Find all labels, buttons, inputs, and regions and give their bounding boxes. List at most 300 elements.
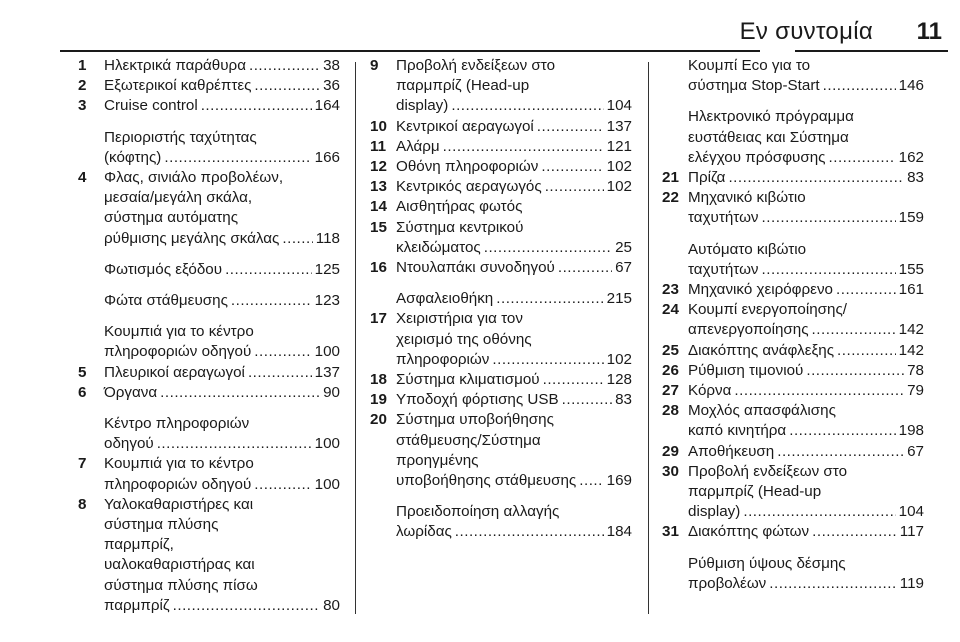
entry-body (396, 56, 632, 117)
entry-label-line: Αισθητήρας φωτός (396, 198, 523, 216)
entry-last-line (396, 157, 632, 177)
entry-label-line: Διακόπτης ανάφλεξης (688, 341, 835, 359)
entry-number: 2 (78, 77, 87, 95)
dot-leader (225, 260, 312, 280)
entry-last-line (396, 96, 632, 116)
entry-body (688, 56, 924, 96)
entry-last-line (104, 229, 340, 249)
entry-number: 26 (662, 361, 679, 379)
entry-body (688, 300, 924, 340)
legend-entry (370, 157, 632, 177)
dot-leader (282, 229, 312, 249)
entry-last-line (104, 148, 340, 168)
page-reference: 102 (606, 350, 632, 368)
entry-label-line: ρύθμισης μεγάλης σκάλας (104, 229, 280, 247)
legend-entry (662, 401, 924, 441)
entry-label-line: Ασφαλειοθήκη (396, 290, 494, 308)
page-reference: 25 (615, 238, 632, 256)
entry-number: 19 (370, 391, 387, 409)
entry-body (396, 177, 632, 197)
legend-entry (662, 188, 924, 228)
entry-body (688, 554, 924, 594)
entry-label-line: κλειδώματος (396, 238, 481, 256)
header-rule-end (795, 50, 948, 52)
entry-last-line (104, 260, 340, 280)
entry-last-line (688, 421, 924, 441)
dot-leader (562, 390, 612, 410)
legend-entry (370, 390, 632, 410)
entry-label-line: ταχυτήτων (688, 260, 759, 278)
page-reference: 137 (606, 117, 632, 135)
page-reference: 117 (899, 523, 924, 541)
dot-leader (734, 381, 904, 401)
entry-number: 7 (78, 455, 87, 473)
entry-last-line (104, 434, 340, 454)
entry-number: 31 (662, 523, 679, 541)
entry-last-line (104, 291, 340, 311)
entry-label-line: Ηλεκτρονικό πρόγραμμα (688, 108, 854, 126)
dot-leader (789, 421, 895, 441)
entry-last-line (688, 522, 924, 542)
page-reference: 169 (606, 472, 632, 490)
dot-leader (829, 148, 896, 168)
entry-last-line (104, 596, 340, 616)
legend-entry (662, 442, 924, 462)
legend-entry (78, 495, 340, 616)
entry-body (396, 157, 632, 177)
entry-label-line: Κουμπιά για το κέντρο (104, 323, 254, 341)
entry-body (396, 258, 632, 278)
entry-body (396, 309, 632, 370)
entry-body (688, 280, 924, 300)
entry-label-line: Μηχανικό κιβώτιο (688, 189, 806, 207)
entry-last-line (104, 342, 340, 362)
entry-number: 10 (370, 117, 387, 135)
entry-number: 14 (370, 198, 387, 216)
page-reference: 166 (314, 148, 340, 166)
legend-column-2 (370, 56, 632, 543)
legend-entry (370, 258, 632, 278)
entry-body (396, 370, 632, 390)
page-reference: 78 (907, 361, 924, 379)
entry-last-line (688, 148, 924, 168)
entry-label-line: Πρίζα (688, 169, 726, 187)
legend-entry (662, 240, 924, 280)
dot-leader (812, 320, 896, 340)
dot-leader (762, 260, 896, 280)
page-reference: 128 (606, 371, 632, 389)
dot-leader (728, 168, 904, 188)
page-reference: 118 (315, 229, 340, 247)
entry-label-line: σύστημα Stop-Start (688, 77, 820, 95)
entry-label-line: Σύστημα υποβοήθησης (396, 411, 554, 429)
legend-entry (370, 197, 632, 217)
dot-leader (254, 76, 320, 96)
entry-label-line: Ρύθμιση ύψους δέσμης (688, 554, 846, 572)
legend-entry (78, 56, 340, 76)
entry-body (688, 401, 924, 441)
legend-entry (78, 96, 340, 116)
entry-label-line: Σύστημα κεντρικού (396, 218, 524, 236)
column-divider (648, 62, 649, 614)
dot-leader (455, 522, 604, 542)
entry-number: 8 (78, 495, 87, 513)
entry-label-line: Αποθήκευση (688, 442, 775, 460)
entry-label-line: Πλευρικοί αεραγωγοί (104, 363, 245, 381)
legend-entry (370, 289, 632, 309)
page-reference: 164 (314, 97, 340, 115)
entry-body (104, 495, 340, 616)
page-reference: 142 (898, 341, 924, 359)
entry-last-line (396, 370, 632, 390)
page-reference: 100 (314, 475, 340, 493)
entry-label-line: Περιοριστής ταχύτητας (104, 128, 257, 146)
legend-entry (662, 462, 924, 523)
entry-last-line (396, 289, 632, 309)
page-reference: 184 (606, 523, 632, 541)
dot-leader (496, 289, 603, 309)
entry-label-line: Φλας, σινιάλο προβολέων, (104, 169, 284, 187)
entry-label-line: Διακόπτης φώτων (688, 523, 810, 541)
entry-last-line (396, 197, 632, 217)
section-title: Εν συντομία (739, 18, 873, 45)
entry-number: 29 (662, 442, 679, 460)
dot-leader (160, 383, 320, 403)
entry-number: 27 (662, 382, 679, 400)
page-reference: 79 (907, 382, 924, 400)
entry-last-line (396, 137, 632, 157)
legend-entry (370, 218, 632, 258)
entry-last-line (688, 574, 924, 594)
entry-label-line: υποβοήθησης στάθμευσης (396, 472, 577, 490)
entry-label-line: Υαλοκαθαριστήρες και (104, 495, 254, 513)
entry-number: 11 (370, 137, 387, 155)
dot-leader (543, 370, 604, 390)
entry-body (396, 197, 632, 217)
entry-label-line: Μηχανικό χειρόφρενο (688, 281, 833, 299)
entry-last-line (396, 390, 632, 410)
entry-label-line: Οθόνη πληροφοριών (396, 158, 539, 176)
entry-last-line (688, 168, 924, 188)
entry-label-line: στάθμευσης/Σύστημα (396, 431, 541, 449)
page-reference: 159 (898, 209, 924, 227)
entry-last-line (688, 208, 924, 228)
dot-leader (812, 522, 897, 542)
legend-entry (662, 381, 924, 401)
header-rule (60, 50, 760, 52)
legend-entry (78, 168, 340, 249)
page-reference: 155 (898, 260, 924, 278)
legend-entry (662, 361, 924, 381)
entry-label-line: Κέντρο πληροφοριών (104, 415, 250, 433)
entry-label-line: παρμπρίζ (Head-up (396, 77, 530, 95)
entry-last-line (104, 475, 340, 495)
entry-last-line (396, 258, 632, 278)
entry-label-line: Προβολή ενδείξεων στο (396, 57, 556, 74)
entry-label-line: σύστημα αυτόματης (104, 209, 239, 227)
entry-label-line: (κόφτης) (104, 148, 162, 166)
entry-label-line: σύστημα πλύσης (104, 516, 219, 534)
entry-last-line (104, 96, 340, 116)
page-reference: 38 (323, 57, 340, 74)
page-reference: 100 (314, 343, 340, 361)
page-reference: 142 (898, 321, 924, 339)
dot-leader (157, 434, 312, 454)
legend-entry (78, 260, 340, 280)
entry-number: 21 (662, 169, 679, 187)
dot-leader (836, 280, 896, 300)
dot-leader (545, 177, 604, 197)
entry-label-line: Προβολή ενδείξεων στο (688, 462, 848, 480)
dot-leader (806, 361, 904, 381)
dot-leader (254, 342, 311, 362)
entry-last-line (688, 502, 924, 522)
page-reference: 83 (615, 391, 632, 409)
entry-label-line: Κουμπιά για το κέντρο (104, 455, 254, 473)
page-reference: 67 (615, 259, 632, 277)
entry-last-line (688, 442, 924, 462)
page-reference: 215 (606, 290, 632, 308)
dot-leader (164, 148, 311, 168)
entry-number: 24 (662, 301, 679, 319)
dot-leader (451, 96, 603, 116)
dot-leader (558, 258, 612, 278)
entry-body (104, 322, 340, 362)
legend-entry (370, 370, 632, 390)
entry-body (104, 96, 340, 116)
entry-body (688, 462, 924, 523)
page-reference: 123 (314, 292, 340, 310)
entry-label-line: Χειριστήρια για τον (396, 310, 523, 328)
dot-leader (249, 56, 320, 76)
entry-label-line: υαλοκαθαριστήρας και (104, 556, 255, 574)
entry-label-line: Cruise control (104, 97, 198, 115)
entry-last-line (396, 471, 632, 491)
entry-label-line: προβολέων (688, 574, 767, 592)
entry-body (396, 137, 632, 157)
entry-label-line: Κεντρικοί αεραγωγοί (396, 117, 534, 135)
entry-number: 1 (78, 57, 87, 74)
entry-last-line (104, 76, 340, 96)
legend-entry (662, 56, 924, 96)
entry-number: 28 (662, 402, 679, 420)
dot-leader (777, 442, 904, 462)
entry-last-line (396, 238, 632, 258)
legend-entry (370, 137, 632, 157)
page-number: 11 (916, 18, 942, 45)
entry-label-line: Ηλεκτρικά παράθυρα (104, 57, 246, 74)
entry-label-line: Κουμπί Eco για το (688, 57, 811, 74)
entry-last-line (688, 361, 924, 381)
legend-entry (662, 107, 924, 168)
legend-entry (370, 309, 632, 370)
entry-body (688, 361, 924, 381)
page-reference: 104 (898, 503, 924, 521)
entry-body (688, 442, 924, 462)
page-reference: 100 (314, 435, 340, 453)
entry-number: 15 (370, 218, 387, 236)
entry-label-line: Προειδοποίηση αλλαγής (396, 503, 560, 521)
legend-entry (662, 522, 924, 542)
legend-column-1 (78, 56, 340, 616)
entry-number: 17 (370, 310, 387, 328)
entry-body (396, 289, 632, 309)
entry-body (396, 117, 632, 137)
dot-leader (201, 96, 312, 116)
legend-entry (78, 383, 340, 403)
entry-number: 6 (78, 383, 87, 401)
legend-entry (78, 76, 340, 96)
entry-number: 23 (662, 281, 679, 299)
page-reference: 137 (314, 363, 340, 381)
entry-label-line: display) (396, 97, 449, 115)
entry-body (104, 414, 340, 454)
entry-label-line: Μοχλός απασφάλισης (688, 402, 836, 420)
entry-body (688, 107, 924, 168)
page-reference: 102 (606, 178, 632, 196)
entry-label-line: Αλάρμ (396, 137, 440, 155)
entry-body (104, 168, 340, 249)
legend-entry (662, 554, 924, 594)
legend-entry (78, 363, 340, 383)
entry-last-line (104, 383, 340, 403)
entry-last-line (688, 260, 924, 280)
dot-leader (762, 208, 896, 228)
entry-label-line: καπό κινητήρα (688, 422, 787, 440)
entry-last-line (688, 280, 924, 300)
dot-leader (743, 502, 895, 522)
legend-entry (662, 168, 924, 188)
page-reference: 146 (898, 77, 924, 95)
entry-body (688, 522, 924, 542)
entry-label-line: Κουμπί ενεργοποίησης/ (688, 301, 848, 319)
dot-leader (492, 350, 603, 370)
dot-leader (254, 475, 311, 495)
legend-entry (78, 291, 340, 311)
entry-body (688, 240, 924, 280)
entry-last-line (104, 363, 340, 383)
entry-label-line: Όργανα (104, 383, 158, 401)
entry-label-line: ελέγχου πρόσφυσης (688, 148, 826, 166)
entry-body (104, 363, 340, 383)
entry-number: 30 (662, 462, 679, 480)
entry-last-line (688, 320, 924, 340)
entry-label-line: Κόρνα (688, 382, 732, 400)
entry-body (104, 454, 340, 494)
entry-label-line: Ντουλαπάκι συνοδηγού (396, 259, 555, 277)
entry-body (396, 502, 632, 542)
entry-body (104, 128, 340, 168)
entry-number: 3 (78, 97, 87, 115)
entry-number: 25 (662, 341, 679, 359)
entry-last-line (396, 117, 632, 137)
dot-leader (769, 574, 897, 594)
entry-label-line: Ρύθμιση τιμονιού (688, 361, 804, 379)
entry-label-line: παρμπρίζ (Head-up (688, 483, 822, 501)
page-reference: 104 (606, 97, 632, 115)
entry-label-line: πληροφοριών οδηγού (104, 475, 252, 493)
entry-number: 13 (370, 178, 387, 196)
entry-label-line: οδηγού (104, 435, 154, 453)
entry-body (104, 383, 340, 403)
entry-body (688, 168, 924, 188)
entry-body (688, 188, 924, 228)
entry-label-line: παρμπρίζ (104, 596, 170, 614)
entry-label-line: Υποδοχή φόρτισης USB (396, 391, 559, 409)
dot-leader (837, 341, 896, 361)
legend-entry (370, 117, 632, 137)
entry-last-line (104, 56, 340, 76)
page-reference: 121 (606, 137, 632, 155)
legend-entry (370, 410, 632, 491)
entry-number: 20 (370, 411, 387, 429)
page-reference: 119 (899, 574, 924, 592)
dot-leader (823, 76, 896, 96)
entry-body (396, 410, 632, 491)
entry-body (688, 381, 924, 401)
entry-body (104, 76, 340, 96)
dot-leader (537, 117, 604, 137)
entry-label-line: Φώτα στάθμευσης (104, 292, 228, 310)
legend-entry (78, 322, 340, 362)
entry-number: 9 (370, 57, 379, 74)
entry-last-line (396, 350, 632, 370)
entry-label-line: απενεργοποίησης (688, 321, 809, 339)
entry-label-line: Σύστημα κλιματισμού (396, 371, 540, 389)
dot-leader (231, 291, 312, 311)
dot-leader (173, 596, 320, 616)
entry-label-line: Φωτισμός εξόδου (104, 260, 223, 278)
dot-leader (443, 137, 604, 157)
entry-body (104, 260, 340, 280)
entry-label-line: Εξωτερικοί καθρέπτες (104, 77, 252, 95)
entry-label-line: display) (688, 503, 741, 521)
legend-entry (370, 502, 632, 542)
entry-body (688, 341, 924, 361)
entry-label-line: παρμπρίζ, (104, 536, 174, 554)
dot-leader (484, 238, 612, 258)
dot-leader (541, 157, 603, 177)
dot-leader (248, 363, 312, 383)
entry-label-line: ευστάθειας και Σύστημα (688, 128, 849, 146)
entry-number: 18 (370, 371, 387, 389)
page-reference: 67 (907, 442, 924, 460)
entry-label-line: λωρίδας (396, 523, 452, 541)
entry-label-line: ταχυτήτων (688, 209, 759, 227)
entry-number: 4 (78, 169, 87, 187)
page-reference: 80 (323, 596, 340, 614)
page-reference: 125 (314, 260, 340, 278)
entry-label-line: μεσαία/μεγάλη σκάλα, (104, 189, 253, 207)
dot-leader (579, 471, 603, 491)
entry-body (396, 390, 632, 410)
legend-entry (662, 300, 924, 340)
legend-column-3 (662, 56, 924, 594)
legend-entry (78, 414, 340, 454)
legend-entry (662, 341, 924, 361)
entry-number: 22 (662, 189, 679, 207)
entry-number: 16 (370, 259, 387, 277)
page-reference: 198 (898, 422, 924, 440)
page-reference: 161 (898, 281, 924, 299)
entry-body (396, 218, 632, 258)
entry-last-line (396, 522, 632, 542)
entry-number: 12 (370, 158, 387, 176)
entry-body (104, 291, 340, 311)
page-reference: 102 (606, 158, 632, 176)
legend-entry (78, 128, 340, 168)
legend-entry (662, 280, 924, 300)
